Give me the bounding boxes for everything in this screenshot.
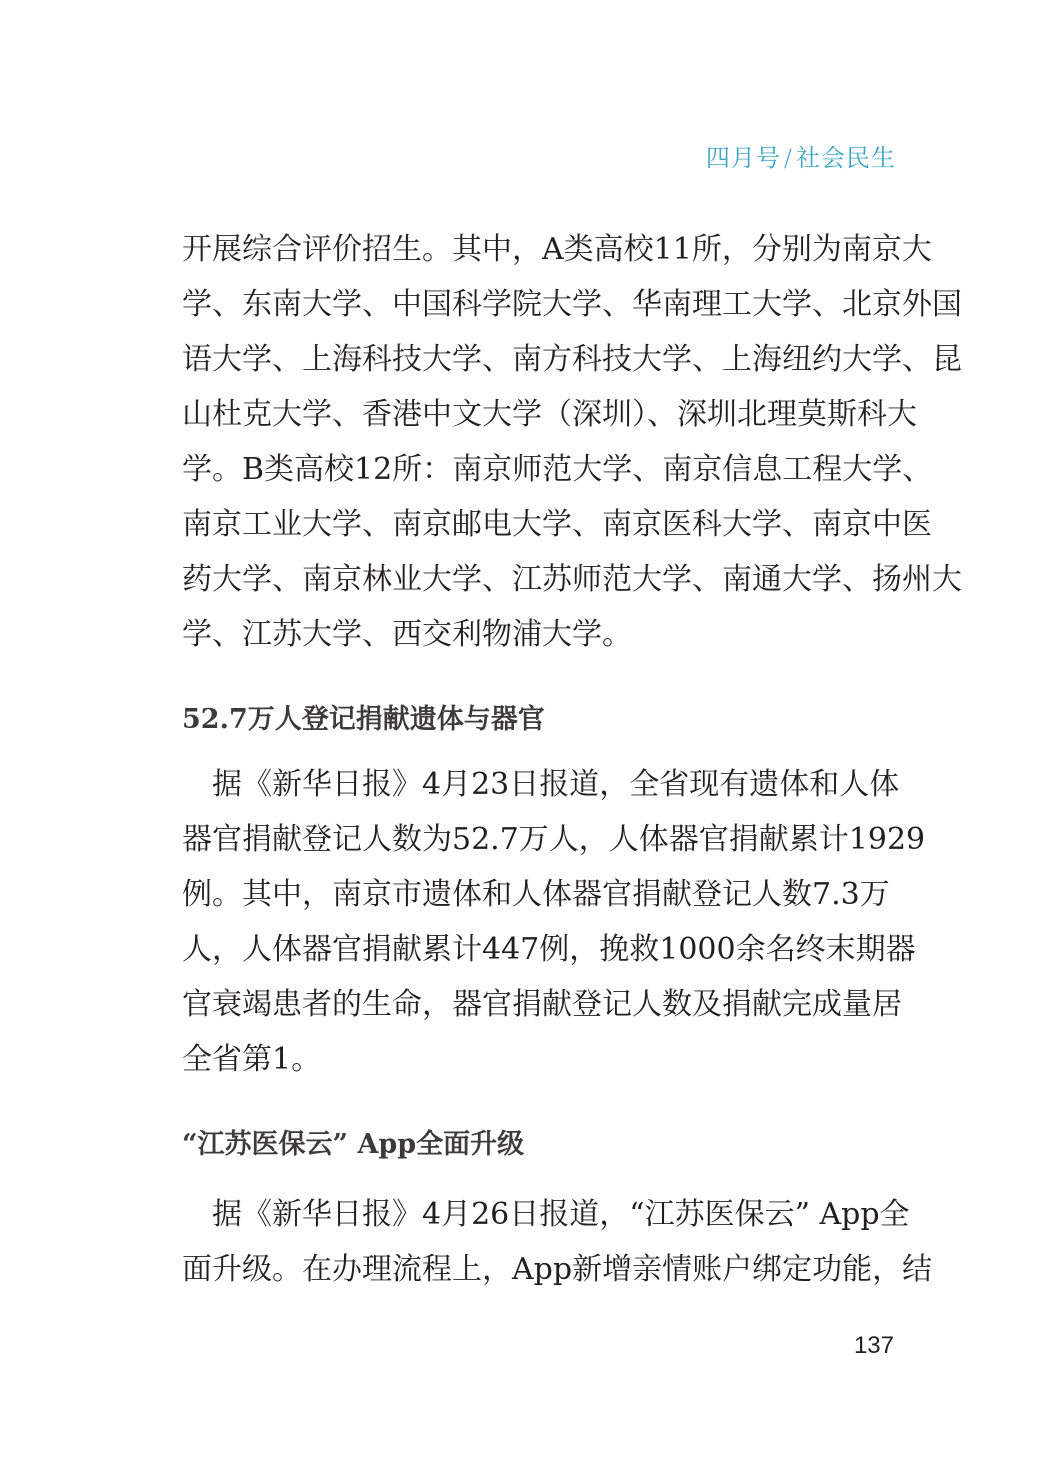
paragraph-line: 官衰竭患者的生命，器官捐献登记人数及捐献完成量居: [182, 987, 902, 1022]
paragraph-line: 开展综合评价招生。其中，A类高校11所，分别为南京大: [182, 232, 932, 267]
issue-label: 四月号: [705, 144, 781, 172]
paragraph-line: 据《新华日报》4月23日报道，全省现有遗体和人体: [182, 767, 900, 802]
paragraph-line: 南京工业大学、南京邮电大学、南京医科大学、南京中医: [182, 507, 932, 542]
article1-paragraph: [182, 222, 962, 662]
paragraph-line: 药大学、南京林业大学、江苏师范大学、南通大学、扬州大: [182, 562, 962, 597]
header-separator: /: [783, 144, 793, 172]
article2-heading: 52.7万人登记捐献遗体与器官: [182, 704, 545, 735]
article3-paragraph: [182, 1187, 932, 1297]
page-number: 137: [853, 1332, 894, 1359]
paragraph-line: 山杜克大学、香港中文大学（深圳）、深圳北理莫斯科大: [182, 397, 917, 432]
paragraph-line: 器官捐献登记人数为52.7万人，人体器官捐献累计1929: [182, 822, 926, 857]
article3-heading: “江苏医保云” App全面升级: [182, 1129, 525, 1160]
paragraph-line: 学、东南大学、中国科学院大学、华南理工大学、北京外国: [182, 287, 962, 322]
paragraph-line: 面升级。在办理流程上，App新增亲情账户绑定功能，结: [182, 1252, 933, 1287]
paragraph-line: 语大学、上海科技大学、南方科技大学、上海纽约大学、昆: [182, 342, 962, 377]
paragraph-line: 据《新华日报》4月26日报道，“江苏医保云” App全: [182, 1197, 910, 1232]
paragraph-line: 学。B类高校12所：南京师范大学、南京信息工程大学、: [182, 452, 933, 487]
running-header: [706, 138, 896, 173]
paragraph-line: 学、江苏大学、西交利物浦大学。: [182, 617, 632, 652]
paragraph-line: 全省第1。: [182, 1042, 322, 1077]
paragraph-line: 例。其中，南京市遗体和人体器官捐献登记人数7.3万: [182, 877, 890, 912]
paragraph-line: 人，人体器官捐献累计447例，挽救1000余名终末期器: [182, 932, 916, 967]
section-label: 社会民生: [796, 144, 896, 172]
article2-paragraph: [182, 757, 925, 1087]
